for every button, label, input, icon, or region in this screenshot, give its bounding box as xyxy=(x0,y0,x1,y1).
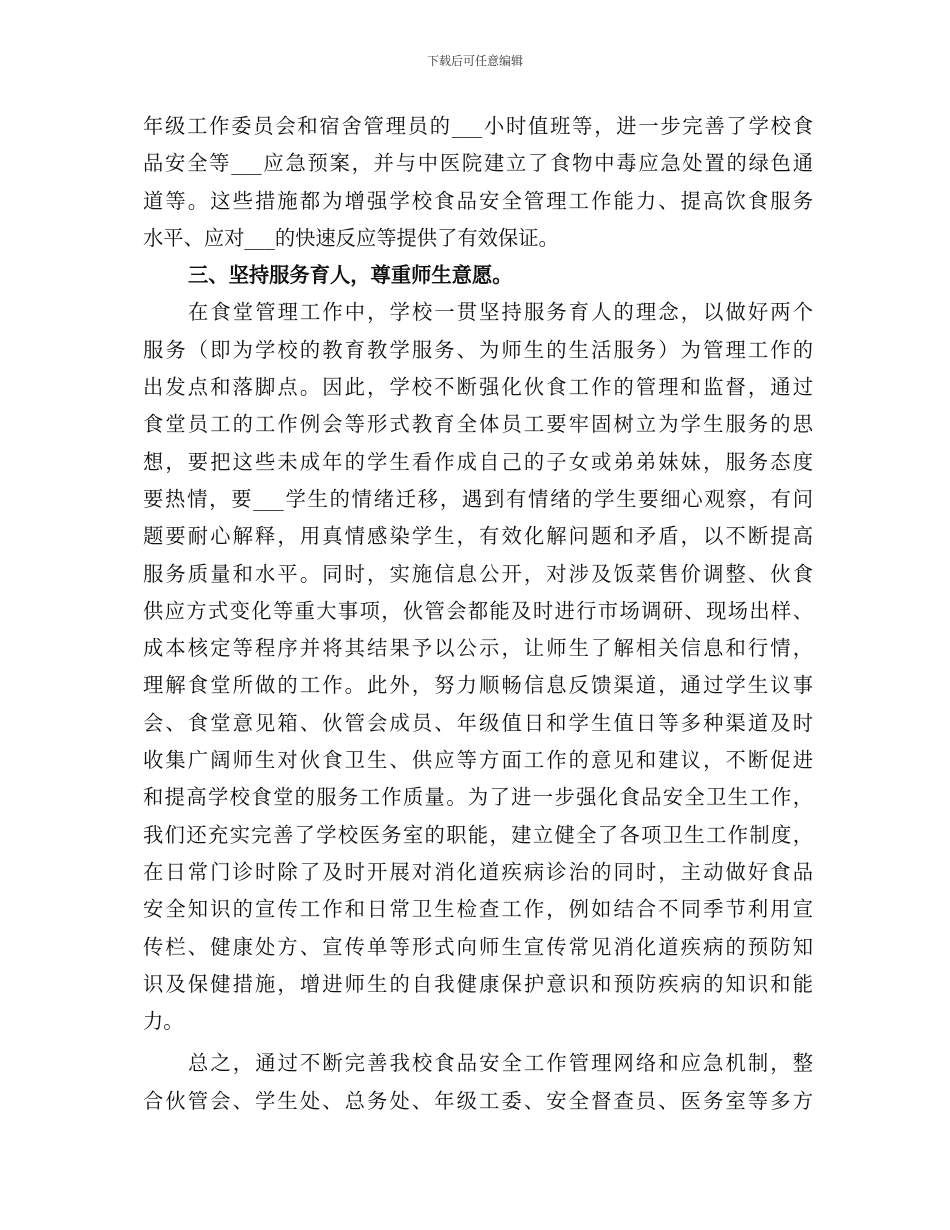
text-line: 在食堂管理工作中，学校一贯坚持服务育人的理念，以做好两个 xyxy=(188,300,813,325)
text-line: 安全知识的宣传工作和日常卫生检查工作，例如结合不同季节利用宣 xyxy=(143,897,813,922)
text-line: 力。 xyxy=(143,1009,184,1034)
text-line: 在日常门诊时除了及时开展对消化道疾病诊治的同时，主动做好食品 xyxy=(143,859,813,884)
text-line: 要热情，要___学生的情绪迁移，遇到有情绪的学生要细心观察，有问 xyxy=(143,486,813,511)
text-line: 供应方式变化等重大事项，伙管会都能及时进行市场调研、现场出样、 xyxy=(143,598,813,623)
text-line: 想，要把这些未成年的学生看作成自己的子女或弟弟妹妹，服务态度 xyxy=(143,449,813,474)
text-line: 我们还充实完善了学校医务室的职能，建立健全了各项卫生工作制度， xyxy=(143,822,813,847)
text-line: 识及保健措施，增进师生的自我健康保护意识和预防疾病的知识和能 xyxy=(143,971,813,996)
text-line: 道等。这些措施都为增强学校食品安全管理工作能力、提高饮食服务 xyxy=(143,188,813,213)
text-line: 题要耐心解释，用真情感染学生，有效化解问题和矛盾，以不断提高 xyxy=(143,524,813,549)
text-line: 和提高学校食堂的服务工作质量。为了进一步强化食品安全卫生工作， xyxy=(143,785,813,810)
text-line: 合伙管会、学生处、总务处、年级工委、安全督查员、医务室等多方 xyxy=(143,1088,813,1113)
text-line: 总之，通过不断完善我校食品安全工作管理网络和应急机制，整 xyxy=(188,1051,813,1076)
text-line: 服务（即为学校的教育教学服务、为师生的生活服务）为管理工作的 xyxy=(143,337,813,362)
text-line: 会、食堂意见箱、伙管会成员、年级值日和学生值日等多种渠道及时 xyxy=(143,710,813,735)
text-line: 理解食堂所做的工作。此外，努力顺畅信息反馈渠道，通过学生议事 xyxy=(143,673,813,698)
text-line: 成本核定等程序并将其结果予以公示，让师生了解相关信息和行情， xyxy=(143,636,813,661)
text-line: 水平、应对___的快速反应等提供了有效保证。 xyxy=(143,225,559,250)
text-line: 出发点和落脚点。因此，学校不断强化伙食工作的管理和监督，通过 xyxy=(143,375,813,400)
text-line: 年级工作委员会和宿舍管理员的___小时值班等，进一步完善了学校食 xyxy=(143,114,813,138)
page-header: 下载后可任意编辑 xyxy=(426,54,523,68)
document-body xyxy=(143,108,813,1120)
text-line: 服务质量和水平。同时，实施信息公开，对涉及饭菜售价调整、伙食 xyxy=(143,561,813,586)
text-line: 收集广阔师生对伙食卫生、供应等方面工作的意见和建议，不断促进 xyxy=(143,748,813,773)
text-line: 食堂员工的工作例会等形式教育全体员工要牢固树立为学生服务的思 xyxy=(143,412,813,437)
section-heading: 三、坚持服务育人，尊重师生意愿。 xyxy=(188,263,513,288)
text-line: 品安全等___应急预案，并与中医院建立了食物中毒应急处置的绿色通 xyxy=(143,151,813,176)
text-line: 传栏、健康处方、宣传单等形式向师生宣传常见消化道疾病的预防知 xyxy=(143,934,813,959)
